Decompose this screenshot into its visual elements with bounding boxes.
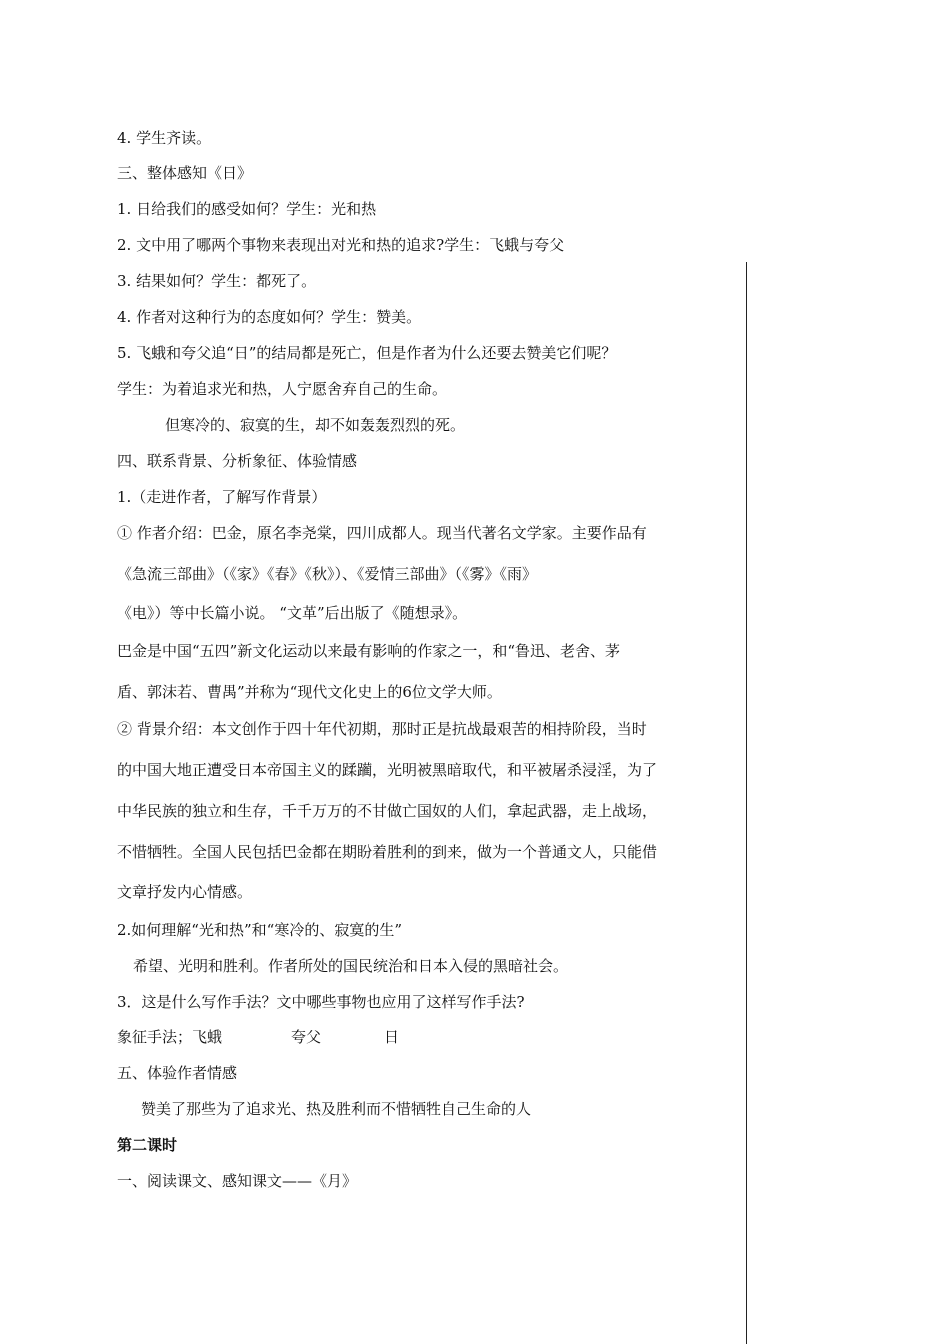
text-line: 1. 日给我们的感受如何？学生：光和热 [117,200,377,218]
text-line: 4. 作者对这种行为的态度如何？学生：赞美。 [117,308,422,326]
text-line: 不惜牺牲。全国人民包括巴金都在期盼着胜利的到来，做为一个普通文人，只能借 [117,843,658,861]
text-line: 但寒冷的、寂寞的生，却不如轰轰烈烈的死。 [165,416,466,434]
text-line: 1.（走进作者，了解写作背景） [117,488,327,506]
text-line: 五、体验作者情感 [117,1064,238,1082]
text-line: ① 作者介绍：巴金，原名李尧棠，四川成都人。现当代著名文学家。主要作品有 [117,524,647,542]
text-line: ② 背景介绍：本文创作于四十年代初期，那时正是抗战最艰苦的相持阶段，当时 [117,720,647,738]
text-line: 希望、光明和胜利。作者所处的国民统治和日本入侵的黑暗社会。 [133,957,569,975]
text-line: 《急流三部曲》（《家》《春》《秋》）、《爱情三部曲》（《雾》《雨》 [117,565,538,583]
text-line: 赞美了那些为了追求光、热及胜利而不惜牺牲自己生命的人 [141,1100,532,1118]
text-line: 3．这是什么写作手法？文中哪些事物也应用了这样写作手法? [117,993,525,1011]
text-line: 巴金是中国“五四”新文化运动以来最有影响的作家之一，和“鲁迅、老舍、茅 [117,642,621,660]
text-line: 学生：为着追求光和热，人宁愿舍弃自己的生命。 [117,380,448,398]
text-line: 的中国大地正遭受日本帝国主义的蹂躏，光明被黑暗取代，和平被屠杀浸淫，为了 [117,761,658,779]
text-line: 中华民族的独立和生存，千千万万的不甘做亡国奴的人们，拿起武器，走上战场， [117,802,658,820]
text-line: 盾、郭沫若、曹禺”并称为“现代文化史上的6位文学大师。 [117,683,502,701]
text-line: 5. 飞蛾和夸父追“日”的结局都是死亡，但是作者为什么还要去赞美它们呢？ [117,344,617,362]
text-line: 4. 学生齐读。 [117,129,212,147]
text-line: 一、阅读课文、感知课文——《月》 [117,1172,358,1190]
text-line: 四、联系背景、分析象征、体验情感 [117,452,358,470]
section-heading: 第二课时 [117,1136,178,1154]
margin-rule [746,262,747,1344]
text-line: 日 [384,1028,400,1046]
text-line: 2. 文中用了哪两个事物来表现出对光和热的追求?学生：飞蛾与夸父 [117,236,565,254]
text-line: 夸父 [291,1028,322,1046]
text-line: 文章抒发内心情感。 [117,883,253,901]
text-line: 《电》）等中长篇小说。 “文革”后出版了《随想录》。 [117,604,468,622]
text-line: 象征手法；飞蛾 [117,1028,223,1046]
text-line: 3. 结果如何？学生：都死了。 [117,272,317,290]
text-line: 2.如何理解“光和热”和“寒冷的、寂寞的生” [117,921,402,939]
text-line: 三、整体感知《日》 [117,164,253,182]
